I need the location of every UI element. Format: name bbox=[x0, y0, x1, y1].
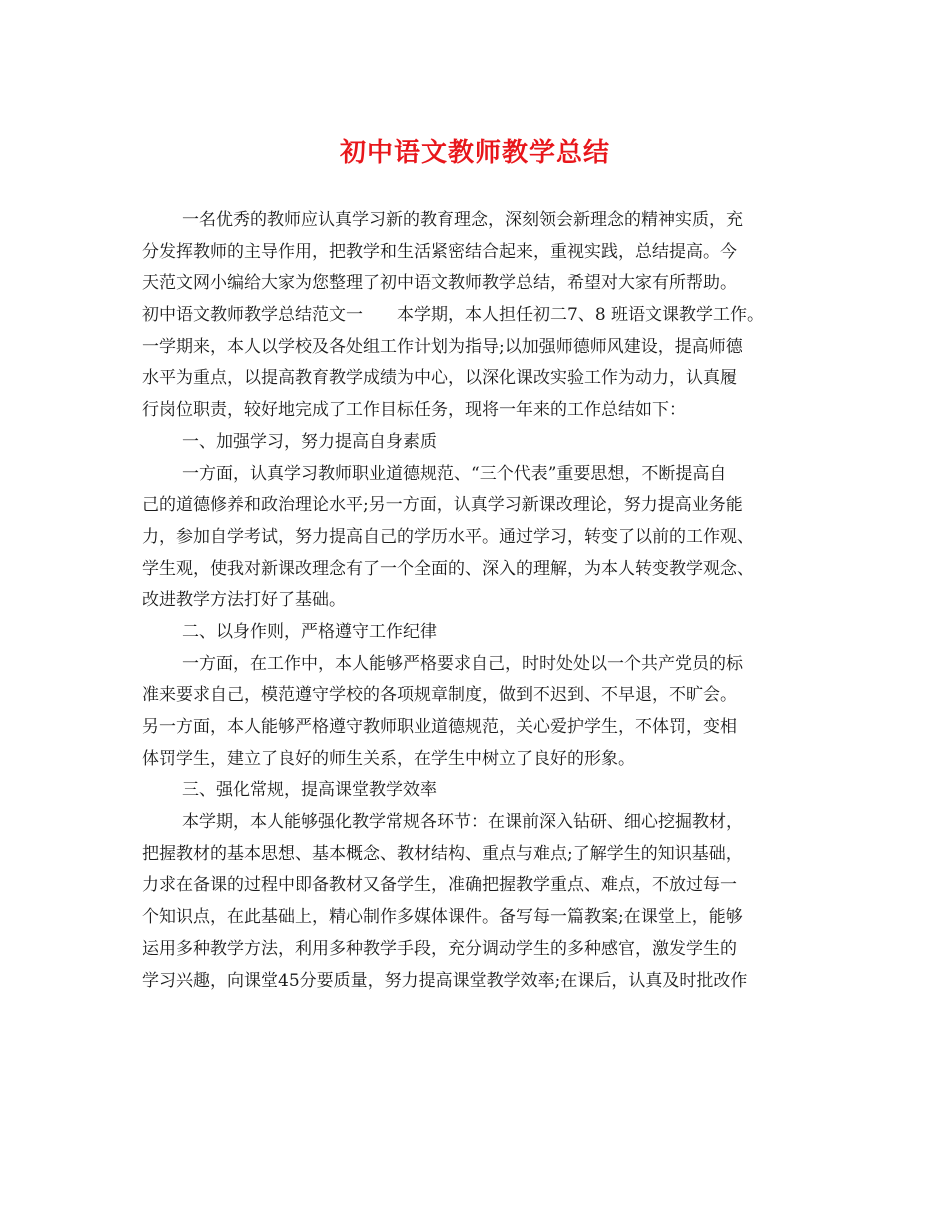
text-line: 本学期，本人能够强化教学常规各环节：在课前深入钻研、细心挖掘教材， bbox=[182, 812, 743, 833]
text-line: 学生观，使我对新课改理念有了一个全面的、深入的理解，为本人转变教学观念、 bbox=[142, 558, 754, 579]
text-line: 另一方面，本人能够严格遵守教师职业道德规范，关心爱护学生，不体罚，变相 bbox=[142, 717, 737, 737]
text-line: 运用多种教学方法，利用多种教学手段，充分调动学生的多种感官，激发学生的 bbox=[142, 938, 737, 959]
text-line: 力求在备课的过程中即备教材又备学生，准确把握教学重点、难点，不放过每一 bbox=[142, 875, 737, 896]
text-line: 一方面，认真学习教师职业道德规范、“三个代表”重要思想，不断提高自 bbox=[182, 463, 727, 484]
text-line: 水平为重点，以提高教育教学成绩为中心，以深化课改实验工作为动力，认真履 bbox=[142, 368, 737, 389]
text-line: 一名优秀的教师应认真学习新的教育理念，深刻领会新理念的精神实质，充 bbox=[182, 210, 743, 230]
text-line: 体罚学生，建立了良好的师生关系，在学生中树立了良好的形象。 bbox=[142, 748, 635, 769]
document-body bbox=[142, 205, 822, 997]
text-line: 学习兴趣，向课堂45分要质量，努力提高课堂教学效率;在课后，认真及时批改作 bbox=[142, 970, 748, 991]
text-line: 天范文网小编给大家为您整理了初中语文教师教学总结，希望对大家有所帮助。 bbox=[142, 273, 737, 294]
text-line: 力，参加自学考试，努力提高自己的学历水平。通过学习，转变了以前的工作观、 bbox=[142, 526, 754, 547]
text-line: 一方面，在工作中，本人能够严格要求自己，时时处处以一个共产党员的标 bbox=[182, 653, 743, 674]
text-line: 把握教材的基本思想、基本概念、教材结构、重点与难点;了解学生的知识基础， bbox=[142, 843, 743, 864]
text-line: 二、以身作则，严格遵守工作纪律 bbox=[182, 621, 437, 642]
text-line: 分发挥教师的主导作用，把教学和生活紧密结合起来，重视实践，总结提高。今 bbox=[142, 241, 737, 262]
text-line: 三、强化常规，提高课堂教学效率 bbox=[182, 780, 437, 801]
document-title: 初中语文教师教学总结 bbox=[339, 138, 610, 168]
text-line: 准来要求自己，模范遵守学校的各项规章制度，做到不迟到、不早退，不旷会。 bbox=[142, 685, 737, 706]
text-line: 初中语文教师教学总结范文一 本学期，本人担任初二7、8 班语文课教学工作。 bbox=[142, 305, 765, 326]
text-line: 己的道德修养和政治理论水平;另一方面，认真学习新课改理论，努力提高业务能 bbox=[142, 495, 743, 516]
text-line: 个知识点，在此基础上，精心制作多媒体课件。备写每一篇教案;在课堂上，能够 bbox=[142, 907, 743, 928]
text-line: 一学期来，本人以学校及各处组工作计划为指导;以加强师德师风建设，提高师德 bbox=[142, 336, 743, 357]
text-line: 一、加强学习，努力提高自身素质 bbox=[182, 431, 437, 452]
text-line: 行岗位职责，较好地完成了工作目标任务，现将一年来的工作总结如下： bbox=[142, 400, 686, 421]
text-line: 改进教学方法打好了基础。 bbox=[142, 590, 346, 611]
